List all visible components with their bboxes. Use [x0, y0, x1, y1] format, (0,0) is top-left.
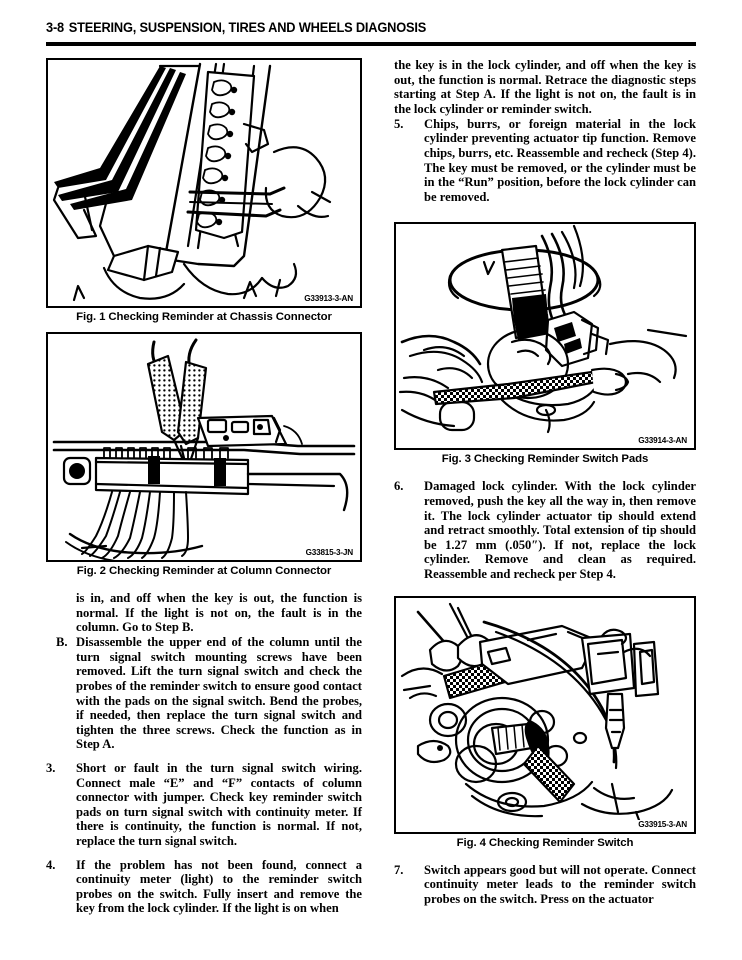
page-number: 3-8: [46, 20, 64, 35]
right-item-5-marker: 5.: [394, 116, 404, 131]
figure-1-frame: [46, 58, 362, 308]
figure-3-code: G33914-3-AN: [638, 436, 687, 446]
left-list-item-3: [46, 761, 362, 849]
header-divider: [46, 42, 696, 46]
page-header-line: [46, 20, 664, 35]
left-continuation-paragraph: is in, and off when the key is out, the function is normal. If the light is not on, the fault is in the column. Go to Step B.: [76, 591, 362, 635]
figure-2-code: G33815-3-JN: [305, 548, 353, 557]
figure-1-illustration: [48, 60, 360, 306]
figure-4: [394, 596, 696, 849]
left-column: [46, 58, 362, 916]
step-b-marker: B.: [56, 635, 68, 650]
right-item-6-marker: 6.: [394, 479, 404, 494]
right-list-item-7: [394, 863, 696, 907]
figure-3-caption: Fig. 3 Checking Reminder Switch Pads: [441, 453, 649, 466]
left-item-3-marker: 3.: [46, 761, 56, 776]
left-item-4-marker: 4.: [46, 857, 56, 872]
figure-2-illustration: [48, 334, 360, 560]
figure-2-frame: [46, 332, 362, 562]
figure-1-caption: Fig. 1 Checking Reminder at Chassis Connector: [76, 311, 332, 323]
right-list-item-6: [394, 479, 696, 581]
right-item-7-text: Switch appears good but will not operate. Connect continuity meter leads to the reminder switch probes on the switch. Press on the actuator: [424, 862, 696, 906]
right-item-5-text: Chips, burrs, or foreign material in the lock cylinder preventing actuator tip function. Remove chips, burrs, etc. Reassemble and recheck (Step 4). The key must be removed, or the cylinder must be in the “Run” position, before the lock cylinder can be removed.: [424, 116, 696, 204]
page-title: STEERING, SUSPENSION, TIRES AND WHEELS DIAGNOSIS: [68, 20, 427, 35]
figure-4-illustration: [396, 598, 694, 832]
left-column-text: [46, 591, 362, 916]
figure-3-frame: [394, 222, 696, 450]
right-column: [394, 58, 696, 906]
figure-3-illustration: [396, 224, 694, 448]
right-column-text-top: [394, 58, 696, 204]
left-list-item-4: [46, 858, 362, 916]
figure-4-code: G33915-3-AN: [638, 819, 687, 829]
right-item-6-text: Damaged lock cylinder. With the lock cylinder removed, push the key all the way in, then remove it. The lock cylinder actuator tip should extend and retract smoothly. Total extension of tip should be 1.27 mm (.050″). If not, replace the lock cylinder. Remove and clean as required. Reassemble and recheck per Step 4.: [424, 479, 696, 581]
figure-4-caption: Fig. 4 Checking Reminder Switch: [456, 836, 634, 849]
left-item-3-text: Short or fault in the turn signal switch wiring. Connect male “E” and “F” contacts of column connector with jumper. Check key reminder switch pads on turn signal switch with continuity meter. If there is continuity, the function is normal. If not, replace the turn signal switch.: [76, 761, 362, 848]
right-list-item-5: [394, 117, 696, 205]
step-b-text: Disassemble the upper end of the column until the turn signal switch mounting screws have been removed. Lift the turn signal switch and check the probes of the reminder switch to ensure good contact with the pads on the signal switch. Bend the probes, if needed, then replace the turn signal switch and tighten the three screws. Check the function as in Step A.: [76, 635, 362, 752]
figure-1-code: G33913-3-AN: [304, 294, 353, 303]
figure-1: [46, 58, 362, 323]
figure-3: [394, 222, 696, 465]
step-b-item: [46, 635, 362, 752]
right-column-text-mid: [394, 479, 696, 581]
left-item-4-text: If the problem has not been found, connect a continuity meter (light) to the reminder switch probes on the switch. Fully insert and remove the key from the lock cylinder. If the light is on when: [76, 857, 362, 916]
figure-2-caption: Fig. 2 Checking Reminder at Column Connector: [76, 565, 332, 577]
figure-4-frame: [394, 596, 696, 834]
figure-2: [46, 332, 362, 577]
right-continuation-paragraph: the key is in the lock cylinder, and off when the key is out, the function is normal. Retrace the diagnostic steps starting at Step A. If the light is not on, the fault is in the lock cylinder or reminder switch.: [394, 58, 696, 116]
right-column-text-bottom: [394, 863, 696, 907]
right-item-7-marker: 7.: [394, 862, 404, 877]
